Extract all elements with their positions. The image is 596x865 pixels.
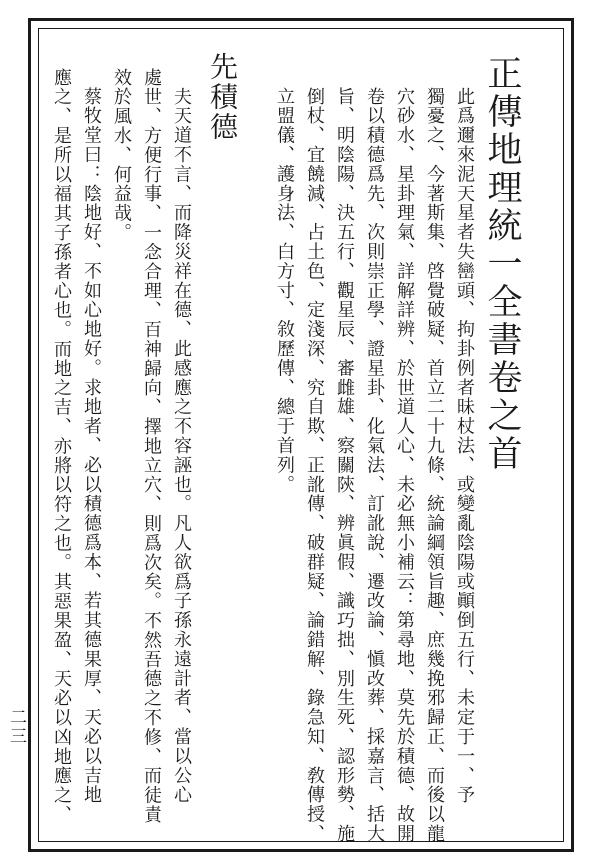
body-column-2: 處世、方便行事、一念合理、百神歸向、擇地立穴、則爲次矣。不然吾德之不修、而徒責 bbox=[141, 68, 162, 825]
body-column-1: 夫天道不言、而降災祥在德、此感應之不容誣也。凡人欲爲子孫永遠計者、當以公心 bbox=[171, 87, 192, 805]
page-number: 二三 bbox=[6, 708, 26, 746]
intro-column-1: 此爲邇來泥天星者失巒頭、拘卦例者昧杖法、或變亂陰陽或顚倒五行、未定于一、予 bbox=[454, 87, 475, 805]
body-column-4: 蔡牧堂曰：陰地好、不如心地好。求地者、必以積德爲本、若其德果厚、天必以吉地 bbox=[81, 87, 102, 805]
intro-column-5: 旨、明陰陽、決五行、觀星辰、審雌雄、察關陝、辨眞假、識巧拙、別生死、認形勢、施 bbox=[334, 87, 355, 844]
body-column-5: 應之、是所以福其子孫者心也。而地之吉、亦將以符之也。其惡果盈、天必以凶地應之、 bbox=[51, 68, 72, 825]
book-title: 正傳地理統一全書卷之首 bbox=[482, 55, 522, 473]
intro-column-7: 立盟儀、護身法、白方寸、敘歷傳、總于首列。 bbox=[274, 87, 295, 495]
intro-column-4: 卷以積德爲先、次則崇正學、證星卦、化氣法、訂訛說、遷改論、愼改葬、採嘉言、括大 bbox=[364, 87, 385, 844]
intro-column-2: 獨憂之、今著斯集、啓覺破疑、首立二十九條、統論綱領旨趣、庶幾挽邪歸正、而後以龍 bbox=[424, 87, 445, 844]
intro-column-6: 倒杖、宜饒減、占土色、定淺深、究自欺、正訛傳、破群疑、論錯解、錄急知、敎傳授、 bbox=[304, 87, 325, 844]
intro-column-3: 穴砂水、星卦理氣、詳解詳辨、於世道人心、未必無小補云：第尋地、莫先於積德、故開 bbox=[394, 87, 415, 844]
body-column-3: 效於風水、何益哉。 bbox=[111, 68, 132, 243]
section-heading: 先積德 bbox=[206, 52, 239, 142]
